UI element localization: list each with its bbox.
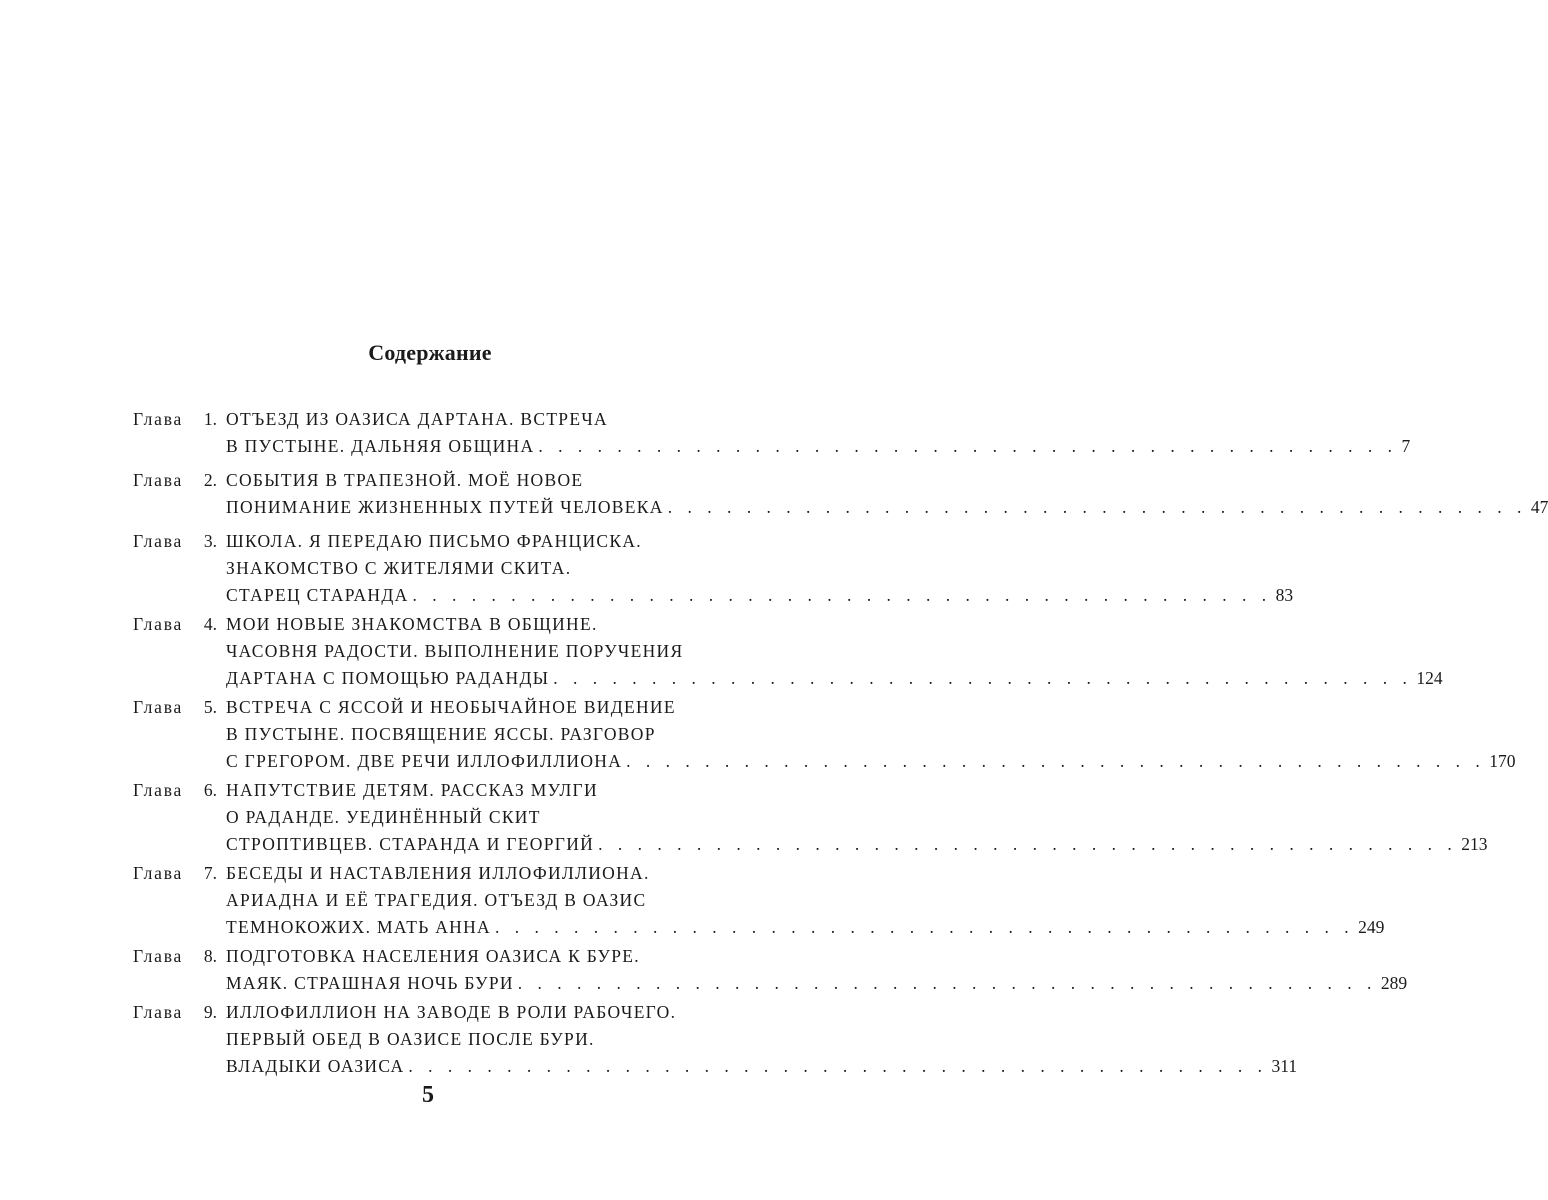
chapter-title-line: ДАРТАНА С ПОМОЩЬЮ РАДАНДЫ — [226, 668, 550, 688]
dot-leader: . . . . . . . . . . . . . . . . . . . . . . . . . . . . . . . . . . . . . . . . . . . . — [495, 917, 1355, 937]
chapter-title-line: ШКОЛА. Я ПЕРЕДАЮ ПИСЬМО ФРАНЦИСКА. — [226, 531, 642, 551]
chapter-title-last-line — [226, 914, 1385, 940]
dot-leader: . . . . . . . . . . . . . . . . . . . . . . . . . . . . . . . . . . . . . . . . . . . . — [517, 973, 1377, 993]
page-ref: 311 — [1271, 1056, 1298, 1076]
chapter-title-last-line — [226, 582, 1294, 608]
chapter-label: Глава — [133, 946, 184, 966]
dot-leader: . . . . . . . . . . . . . . . . . . . . . . . . . . . . . . . . . . . . . . . . . . . . — [412, 585, 1272, 605]
chapter-title-last-line — [226, 748, 1516, 774]
dot-leader: . . . . . . . . . . . . . . . . . . . . . . . . . . . . . . . . . . . . . . . . . . . . — [626, 751, 1486, 771]
chapter-number: 8. — [203, 946, 217, 966]
chapter-label: Глава — [133, 1002, 184, 1022]
toc-title: Содержание — [368, 340, 492, 365]
chapter-label: Глава — [133, 863, 184, 883]
chapter-title-last-line — [226, 433, 1411, 459]
chapter-number: 1. — [203, 409, 217, 429]
chapter-title-line: ЧАСОВНЯ РАДОСТИ. ВЫПОЛНЕНИЕ ПОРУЧЕНИЯ — [226, 641, 684, 661]
chapter-title-line: АРИАДНА И ЕЁ ТРАГЕДИЯ. ОТЪЕЗД В ОАЗИС — [226, 890, 647, 910]
chapter-title-line: НАПУТСТВИЕ ДЕТЯМ. РАССКАЗ МУЛГИ — [226, 780, 598, 800]
dot-leader: . . . . . . . . . . . . . . . . . . . . . . . . . . . . . . . . . . . . . . . . . . . . — [667, 497, 1527, 517]
page-number: 5 — [422, 1082, 434, 1108]
chapter-title-line: ПЕРВЫЙ ОБЕД В ОАЗИСЕ ПОСЛЕ БУРИ. — [226, 1029, 595, 1049]
chapter-title-last-line — [226, 494, 1548, 520]
chapter-title-line: МАЯК. СТРАШНАЯ НОЧЬ БУРИ — [226, 973, 514, 993]
page-ref: 213 — [1461, 834, 1488, 854]
page-ref: 83 — [1275, 585, 1294, 605]
chapter-number: 2. — [203, 470, 217, 490]
chapter-number: 7. — [203, 863, 217, 883]
chapter-title-line: ВСТРЕЧА С ЯССОЙ И НЕОБЫЧАЙНОЕ ВИДЕНИЕ — [226, 697, 676, 717]
chapter-title-line: ОТЪЕЗД ИЗ ОАЗИСА ДАРТАНА. ВСТРЕЧА — [226, 409, 608, 429]
chapter-title-last-line — [226, 1053, 1298, 1079]
dot-leader: . . . . . . . . . . . . . . . . . . . . . . . . . . . . . . . . . . . . . . . . . . . . — [553, 668, 1413, 688]
chapter-title-line: СОБЫТИЯ В ТРАПЕЗНОЙ. МОЁ НОВОЕ — [226, 470, 584, 490]
chapter-number: 4. — [203, 614, 217, 634]
chapter-label: Глава — [133, 531, 184, 551]
chapter-title-line: ИЛЛОФИЛЛИОН НА ЗАВОДЕ В РОЛИ РАБОЧЕГО. — [226, 1002, 677, 1022]
page-ref: 47 — [1530, 497, 1548, 517]
page-ref: 7 — [1401, 436, 1411, 456]
chapter-label: Глава — [133, 697, 184, 717]
chapter-title-line: О РАДАНДЕ. УЕДИНЁННЫЙ СКИТ — [226, 807, 541, 827]
chapter-title-last-line — [226, 665, 1443, 691]
chapter-title-line: СТРОПТИВЦЕВ. СТАРАНДА И ГЕОРГИЙ — [226, 834, 595, 854]
chapter-label: Глава — [133, 780, 184, 800]
chapter-title-line: В ПУСТЫНЕ. ДАЛЬНЯЯ ОБЩИНА — [226, 436, 535, 456]
chapter-title-line: С ГРЕГОРОМ. ДВЕ РЕЧИ ИЛЛОФИЛЛИОНА — [226, 751, 623, 771]
chapter-title-line: ЗНАКОМСТВО С ЖИТЕЛЯМИ СКИТА. — [226, 558, 572, 578]
chapter-title-line: МОИ НОВЫЕ ЗНАКОМСТВА В ОБЩИНЕ. — [226, 614, 598, 634]
dot-leader: . . . . . . . . . . . . . . . . . . . . . . . . . . . . . . . . . . . . . . . . . . . . — [538, 436, 1398, 456]
chapter-title-last-line — [226, 970, 1408, 996]
chapter-title-last-line — [226, 831, 1488, 857]
chapter-title-line: ТЕМНОКОЖИХ. МАТЬ АННА — [226, 917, 491, 937]
chapter-number: 5. — [203, 697, 217, 717]
chapter-label: Глава — [133, 470, 184, 490]
chapter-title-line: В ПУСТЫНЕ. ПОСВЯЩЕНИЕ ЯССЫ. РАЗГОВОР — [226, 724, 656, 744]
chapter-title-line: ВЛАДЫКИ ОАЗИСА — [226, 1056, 405, 1076]
page-ref: 249 — [1358, 917, 1385, 937]
page-ref: 289 — [1380, 973, 1408, 993]
chapter-number: 6. — [203, 780, 217, 800]
chapter-label: Глава — [133, 409, 184, 429]
chapter-title-line: ПОНИМАНИЕ ЖИЗНЕННЫХ ПУТЕЙ ЧЕЛОВЕКА — [226, 497, 664, 517]
chapter-label: Глава — [133, 614, 184, 634]
chapter-title-line: СТАРЕЦ СТАРАНДА — [226, 585, 409, 605]
dot-leader: . . . . . . . . . . . . . . . . . . . . . . . . . . . . . . . . . . . . . . . . . . . . — [598, 834, 1458, 854]
chapter-number: 9. — [203, 1002, 217, 1022]
page-ref: 124 — [1416, 668, 1443, 688]
chapter-title-line: ПОДГОТОВКА НАСЕЛЕНИЯ ОАЗИСА К БУРЕ. — [226, 946, 640, 966]
chapter-number: 3. — [203, 531, 217, 551]
dot-leader: . . . . . . . . . . . . . . . . . . . . . . . . . . . . . . . . . . . . . . . . . . . . — [408, 1056, 1268, 1076]
chapter-title-line: БЕСЕДЫ И НАСТАВЛЕНИЯ ИЛЛОФИЛЛИОНА. — [226, 863, 650, 883]
page-ref: 170 — [1489, 751, 1516, 771]
